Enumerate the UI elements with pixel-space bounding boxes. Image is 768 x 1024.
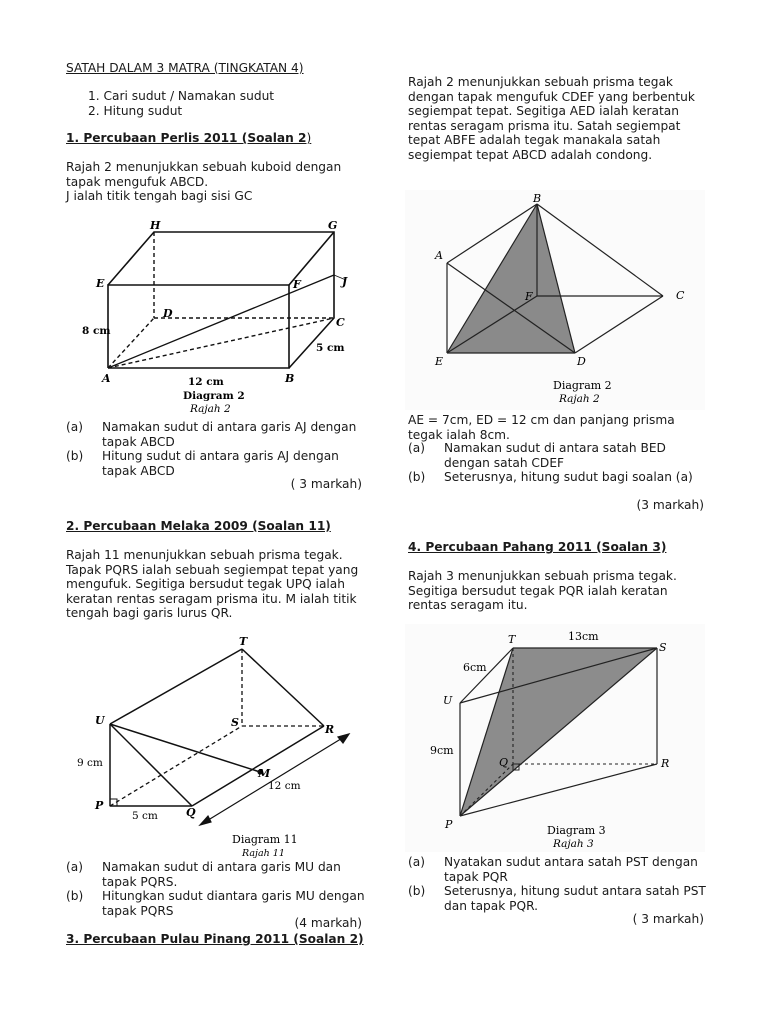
label-c: C [676,289,685,302]
label-q: Q [186,806,196,819]
q1-caption: Diagram 2 [183,390,245,402]
label-a: A [102,372,111,385]
label-e: E [435,355,444,368]
edge-tr [242,649,324,726]
label-t: T [239,635,248,648]
label-u: U [443,694,453,707]
label-q: Q [499,756,509,769]
q2-title: 2. Percubaan Melaka 2009 (Soalan 11) [66,519,331,533]
label-b: B [533,192,542,205]
q1-description [66,160,366,204]
cuboid-back-edges [108,232,334,368]
q4-description: Rajah 3 menunjukkan sebuah prisma tegak. Segitiga bersudut tegak PQR ialah keratan rentas seragam itu. [408,569,677,613]
label-j: J [342,275,348,288]
label-a: A [435,249,443,262]
label-e: E [96,277,105,290]
label-p: P [445,818,453,831]
label-t: T [508,633,516,646]
line-uq [110,724,192,806]
intro-item-2: 2. Hitung sudut [88,103,183,118]
hidden-edge-ad [108,318,154,368]
cuboid-front-face [108,285,289,368]
q3-info: AE = 7cm, ED = 12 cm dan panjang prisma tegak ialah 8cm. [408,413,675,442]
q1-caption-2: Rajah 2 [190,403,231,415]
label-r: R [661,757,670,770]
dim-5cm: 5 cm [316,342,345,354]
dim-12cm: 12 cm [268,780,301,792]
label-h: H [150,219,161,232]
label-r: R [325,723,335,736]
q1-desc-2: J ialah titik tengah bagi sisi GC [66,189,253,204]
label-s: S [659,641,667,654]
q3-prism-diagram [405,190,705,410]
arrow-head-end [338,734,349,743]
q2-description: Rajah 11 menunjukkan sebuah prisma tegak. Tapak PQRS ialah sebuah segiempat tepat yang mengufuk. Segitiga bersudut tegak UPQ ialah keratan rentas seragam prisma itu. M ialah titik tengah bagi garis lurus QR. [66,548,359,621]
q4-prism-diagram [405,624,705,852]
q2-prism-diagram [72,634,372,859]
q2-caption: Diagram 11 [232,833,298,846]
dim-9cm: 9cm [430,744,454,757]
q1-marks: ( 3 markah) [290,477,362,491]
dim-13cm: 13cm [568,630,599,643]
q4-caption: Diagram 3 [547,824,606,837]
arrow-head-start [200,816,211,825]
label-g: G [328,219,338,232]
label-p: P [95,799,104,812]
q1-part-a: (a) Namakan sudut di antara garis AJ dengan tapak ABCD [66,420,357,449]
label-f: F [525,290,533,303]
dim-12cm: 12 cm [188,376,224,388]
label-f: F [293,278,301,291]
label-s: S [231,716,239,729]
label-b: B [285,372,295,385]
dim-5cm: 5 cm [132,810,158,822]
label-d: D [577,355,586,368]
intro-list [88,89,274,118]
q2-part-b: (b) Hitungkan sudut diantara garis MU dengan tapak PQRS [66,889,365,918]
q1-title: 1. Percubaan Perlis 2011 (Soalan 2) [66,131,312,145]
line-um [110,724,260,772]
edge-qr [192,726,324,806]
intro-item-1: 1. Cari sudut / Namakan sudut [88,89,275,103]
q1-part-b: (b) Hitung sudut di antara garis AJ dengan tapak ABCD [66,449,339,478]
q4-part-a: (a) Nyatakan sudut antara satah PST dengan tapak PQR [408,855,698,884]
q3-caption-2: Rajah 2 [559,393,600,405]
dim-6cm: 6cm [463,661,487,674]
q4-caption-2: Rajah 3 [553,838,594,850]
label-u: U [95,714,105,727]
edge-ut [110,649,242,724]
hidden-edge-ps [110,726,242,806]
q4-part-b: (b) Seterusnya, hitung sudut antara satah PST dan tapak PQR. [408,884,706,913]
q3-marks: (3 markah) [636,498,704,512]
q2-marks: (4 markah) [294,916,362,930]
q3-caption: Diagram 2 [553,379,612,392]
label-c: C [336,316,345,329]
q3-description: Rajah 2 menunjukkan sebuah prisma tegak dengan tapak mengufuk CDEF yang berbentuk segiempat tepat. Segitiga AED ialah keratan rentas seragam prisma itu. Satah segiempat tepat ABFE adalah tegak manakala satah segiempat tepat ABCD adalah condong. [408,75,695,162]
dim-8cm: 8 cm [82,325,111,337]
label-m: M [258,767,271,780]
page-title: SATAH DALAM 3 MATRA (TINGKATAN 4) [66,61,304,75]
q3-title: 3. Percubaan Pulau Pinang 2011 (Soalan 2) [66,932,364,946]
q4-marks: ( 3 markah) [632,912,704,926]
hidden-line-ac [108,318,334,368]
q3-part-b: (b) Seterusnya, hitung sudut bagi soalan (a) [408,470,693,484]
q4-title: 4. Percubaan Pahang 2011 (Soalan 3) [408,540,667,554]
q2-part-a: (a) Namakan sudut di antara garis MU dan tapak PQRS. [66,860,341,889]
q1-cuboid-diagram [78,210,368,415]
label-d: D [163,307,173,320]
q1-desc-1: Rajah 2 menunjukkan sebuah kuboid dengan tapak mengufuk ABCD. [66,160,342,189]
dim-9cm: 9 cm [77,757,103,769]
q2-caption-2: Rajah 11 [242,848,285,859]
q3-part-a: (a) Namakan sudut di antara satah BED dengan satah CDEF [408,441,666,470]
